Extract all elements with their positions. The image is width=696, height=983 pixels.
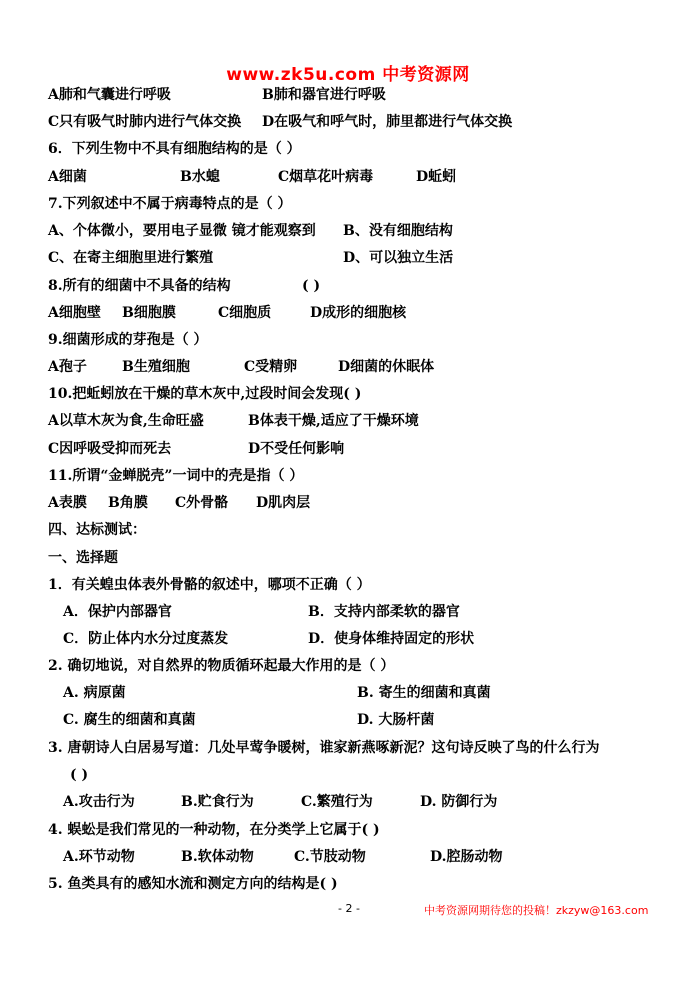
answer-option: B水螅 [180,169,220,185]
answer-option: C.繁殖行为 [301,794,373,810]
answer-option: A肺和气囊进行呼吸 [48,87,171,103]
answer-option: B体表干燥,适应了干燥环境 [248,413,419,429]
answer-option: D.腔肠动物 [430,849,503,865]
answer-option: C外骨骼 [175,495,229,511]
answer-option: C.节肢动物 [294,849,366,865]
answer-option: C烟草花叶病毒 [278,169,374,185]
answer-option: D．使身体维持固定的形状 [308,631,475,647]
question-line: ( ) [302,278,321,294]
answer-option: A．保护内部器官 [63,604,172,620]
answer-option: D在吸气和呼气时，肺里都进行气体交换 [262,114,513,130]
footer-note: 中考资源网期待您的投稿！zkzyw@163.com [424,904,649,917]
answer-option: A以草木灰为食,生命旺盛 [48,413,204,429]
question-line: ( ) [70,767,89,783]
answer-option: C只有吸气时肺内进行气体交换 [48,114,242,130]
answer-option: D细菌的休眠体 [338,359,435,375]
answer-option: C．防止体内水分过度蒸发 [63,631,229,647]
answer-option: A. 病原菌 [63,685,126,701]
question-line: 11.所谓“金蝉脱壳”一词中的壳是指（ ） [48,468,304,484]
answer-option: D. 防御行为 [420,794,498,810]
answer-option: A表膜 [48,495,87,511]
page-number: - 2 - [338,902,360,915]
question-line: 7.下列叙述中不属于病毒特点的是（ ） [48,196,292,212]
answer-option: D肌肉层 [256,495,311,511]
answer-option: A细菌 [48,169,87,185]
answer-option: B生殖细胞 [122,359,190,375]
answer-option: D不受任何影响 [248,441,345,457]
answer-option: A.环节动物 [63,849,135,865]
question-line: 3. 唐朝诗人白居易写道：几处早莺争暖树，谁家新燕啄新泥？这句诗反映了鸟的什么行为 [48,740,600,756]
answer-option: B角膜 [108,495,148,511]
question-line: 4. 蜈蚣是我们常见的一种动物，在分类学上它属于( ) [48,822,380,838]
answer-option: C. 腐生的细菌和真菌 [63,712,196,728]
answer-option: C、在寄主细胞里进行繁殖 [48,250,214,266]
answer-option: A、个体微小，要用电子显微 镜才能观察到 [48,223,316,239]
answer-option: B.软体动物 [181,849,254,865]
answer-option: A孢子 [48,359,87,375]
answer-option: B肺和器官进行呼吸 [262,87,386,103]
question-line: 9.细菌形成的芽孢是（ ） [48,332,208,348]
answer-option: B. 寄生的细菌和真菌 [357,685,491,701]
question-line: 1．有关蝗虫体表外骨骼的叙述中，哪项不正确（ ） [48,577,371,593]
question-line: 2. 确切地说，对自然界的物质循环起最大作用的是（ ） [48,658,395,674]
answer-option: D成形的细胞核 [310,305,407,321]
answer-option: B.贮食行为 [181,794,254,810]
question-line: 8.所有的细菌中不具备的结构 [48,278,231,294]
answer-option: D、可以独立生活 [343,250,454,266]
answer-option: D蚯蚓 [416,169,457,185]
answer-option: D. 大肠杆菌 [357,712,435,728]
question-line: 一、选择题 [48,550,118,566]
answer-option: B细胞膜 [122,305,176,321]
site-header[interactable]: www.zk5u.com 中考资源网 [226,65,470,85]
question-line: 6．下列生物中不具有细胞结构的是（ ） [48,141,301,157]
answer-option: C因呼吸受抑而死去 [48,441,172,457]
answer-option: C受精卵 [244,359,298,375]
answer-option: A.攻击行为 [63,794,135,810]
question-line: 5. 鱼类具有的感知水流和测定方向的结构是( ) [48,876,338,892]
answer-option: B、没有细胞结构 [343,223,453,239]
answer-option: B．支持内部柔软的器官 [308,604,460,620]
question-line: 10.把蚯蚓放在干燥的草木灰中,过段时间会发现( ) [48,386,362,402]
answer-option: A细胞壁 [48,305,101,321]
answer-option: C细胞质 [218,305,272,321]
question-line: 四、达标测试： [48,522,146,538]
